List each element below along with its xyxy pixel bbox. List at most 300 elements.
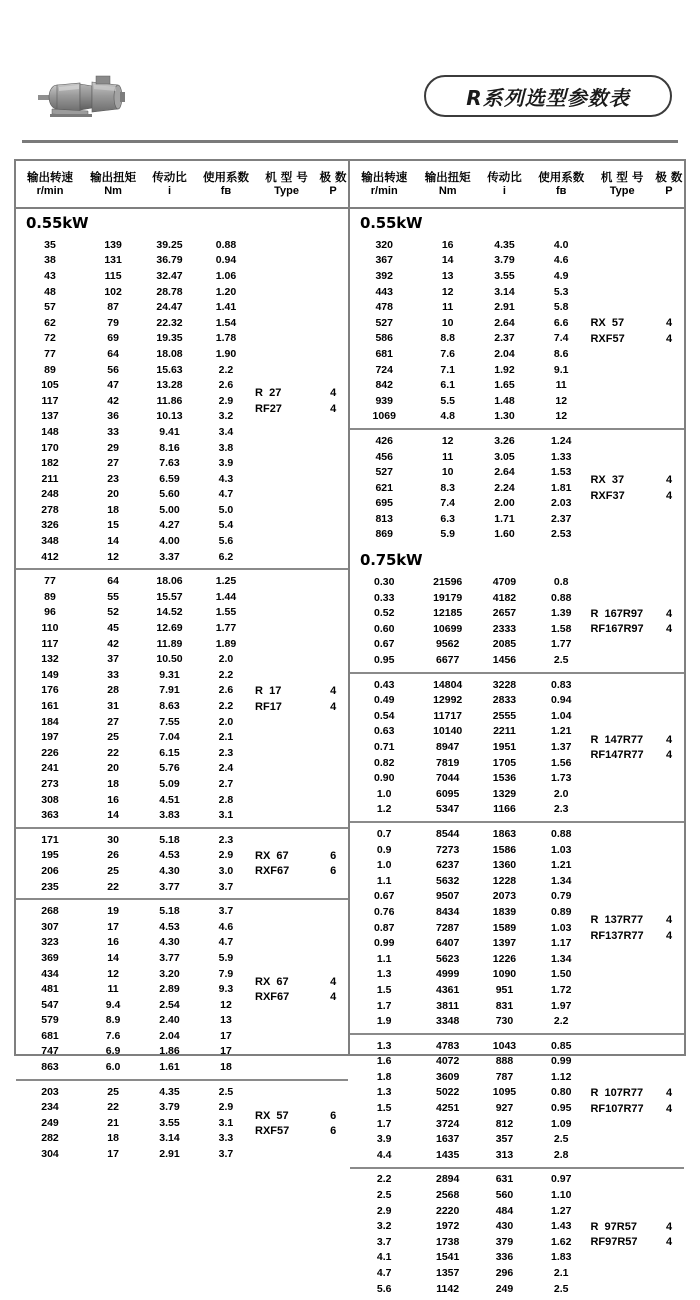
cell-service-factor: 2.1 [553,1267,569,1280]
cell-service-factor: 6.2 [218,550,234,563]
cell-torque: 19 [107,905,119,918]
cell-ratio: 2.64 [494,466,515,479]
cell-service-factor: 4.0 [553,238,569,251]
column-header-cn-5: 机 型 号 [600,170,644,184]
cell-torque: 131 [104,254,122,267]
cell-speed: 478 [375,301,393,314]
cell-speed: 724 [375,363,393,376]
model-designation-group [590,823,684,1033]
model-designation-group [590,571,684,672]
cell-torque: 12 [107,967,119,980]
cell-speed: 4.4 [376,1148,392,1161]
cell-service-factor: 2.0 [553,787,569,800]
cell-torque: 11 [442,450,454,463]
cell-service-factor: 1.43 [551,1220,572,1233]
column-header-unit-1: r/min [36,185,64,197]
cell-ratio: 4.35 [159,1085,180,1098]
cell-ratio: 5.18 [159,905,180,918]
cell-torque: 7.6 [440,347,455,360]
cell-speed: 226 [41,746,59,759]
cell-service-factor: 0.89 [551,905,572,918]
cell-ratio: 19.35 [156,332,183,345]
column-header [16,161,348,209]
cell-ratio: 7.63 [159,457,180,470]
cell-speed: 681 [375,347,393,360]
cell-ratio: 3.83 [159,809,180,822]
cell-service-factor: 0.83 [551,678,572,691]
cell-speed: 4.7 [376,1267,392,1280]
column-header-unit-4: fʙ [556,185,567,197]
cell-service-factor: 1.90 [215,347,237,360]
spec-block [350,234,684,428]
model-pole-count: 4 [665,332,673,345]
cell-speed: 481 [41,983,59,996]
cell-ratio: 3.55 [494,269,515,282]
cell-service-factor: 1.77 [551,638,572,651]
cell-service-factor: 1.73 [551,772,572,785]
cell-torque: 21 [107,1116,119,1129]
cell-speed: 1.5 [376,983,392,996]
cell-ratio: 5.60 [159,488,180,501]
model-pole-count: 4 [665,914,673,927]
cell-ratio: 1.61 [159,1061,180,1074]
cell-torque: 7287 [436,921,460,934]
cell-service-factor: 6.6 [553,316,569,329]
cell-ratio: 1.48 [494,394,515,407]
cell-ratio: 36.79 [156,254,183,267]
model-pole-count: 4 [665,749,673,762]
cell-speed: 0.99 [374,937,395,950]
cell-torque: 7819 [436,756,460,769]
model-type: RX 57 [590,317,625,330]
cell-ratio: 560 [495,1189,514,1202]
cell-service-factor: 4.6 [553,254,569,267]
cell-ratio: 2.54 [159,998,180,1011]
cell-ratio: 5.76 [159,762,180,775]
cell-torque: 139 [104,238,122,251]
cell-ratio: 2333 [492,622,517,635]
cell-service-factor: 8.6 [553,347,569,360]
cell-ratio: 10.50 [156,653,183,666]
cell-ratio: 4.51 [159,793,180,806]
cell-torque: 14 [107,951,119,964]
cell-ratio: 1397 [492,937,517,950]
cell-service-factor: 1.24 [551,434,572,447]
cell-torque: 64 [107,575,119,588]
cell-service-factor: 0.94 [215,254,237,267]
cell-speed: 0.33 [374,591,395,604]
cell-ratio: 1586 [492,843,517,856]
cell-torque: 2220 [436,1204,460,1217]
spec-block [16,898,348,1079]
cell-service-factor: 1.27 [551,1204,572,1217]
cell-torque: 6237 [436,859,460,872]
model-type: R 167R97 [590,607,644,620]
cell-speed: 392 [375,269,393,282]
model-pole-count: 4 [665,317,673,330]
cell-ratio: 8.63 [159,700,180,713]
cell-torque: 8.8 [440,332,455,345]
cell-torque: 20 [107,762,119,775]
cell-torque: 17 [107,920,119,933]
cell-ratio: 1228 [492,874,517,887]
cell-ratio: 39.25 [156,238,183,251]
cell-ratio: 3.55 [159,1116,180,1129]
spec-block [350,1167,684,1300]
cell-speed: 1.3 [376,1086,392,1099]
cell-ratio: 7.91 [159,684,180,697]
cell-torque: 27 [107,715,119,728]
cell-speed: 249 [41,1116,59,1129]
cell-speed: 182 [41,457,59,470]
cell-ratio: 831 [495,999,514,1012]
cell-speed: 3.9 [376,1133,392,1146]
model-designation-group [590,234,684,428]
cell-ratio: 4.53 [159,849,180,862]
model-designation-group [590,430,684,546]
cell-ratio: 12.69 [156,622,183,635]
cell-ratio: 2657 [492,607,517,620]
cell-speed: 273 [41,777,59,790]
cell-speed: 307 [41,920,59,933]
cell-service-factor: 1.37 [551,741,572,754]
cell-ratio: 313 [495,1148,514,1161]
cell-service-factor: 3.9 [218,457,234,470]
cell-service-factor: 13 [220,1014,232,1027]
cell-torque: 1142 [436,1282,460,1295]
cell-service-factor: 1.03 [551,921,572,934]
model-type: RXF57 [255,1125,290,1138]
spec-table-column-left [16,161,350,1161]
cell-service-factor: 2.9 [218,394,234,407]
cell-torque: 22 [107,746,119,759]
column-header-cn-5: 机 型 号 [265,170,308,184]
page-title-banner [424,75,672,117]
cell-service-factor: 2.6 [218,379,234,392]
cell-ratio: 4709 [492,576,517,589]
cell-torque: 6677 [436,654,460,667]
cell-torque: 26 [107,849,119,862]
spec-block [16,568,348,827]
spec-block [16,234,348,568]
cell-service-factor: 0.8 [553,576,569,589]
cell-speed: 1.3 [376,1039,392,1052]
cell-service-factor: 2.6 [218,684,234,697]
cell-service-factor: 1.55 [215,606,237,619]
cell-speed: 1.8 [376,1070,392,1083]
cell-service-factor: 17 [220,1045,232,1058]
cell-speed: 148 [41,425,59,438]
cell-speed: 527 [375,316,393,329]
cell-speed: 206 [41,864,59,877]
power-rating-heading: 0.55kW [26,214,89,232]
cell-service-factor: 1.58 [551,622,572,635]
cell-speed: 278 [41,503,59,516]
cell-speed: 176 [41,684,59,697]
model-pole-count: 4 [665,1102,673,1115]
model-type: RF17 [255,700,282,713]
cell-torque: 23 [107,472,119,485]
cell-service-factor: 2.3 [553,803,569,816]
cell-speed: 3.2 [376,1220,392,1233]
cell-service-factor: 2.8 [218,793,234,806]
cell-speed: 0.71 [374,741,395,754]
cell-torque: 3724 [436,1117,460,1130]
cell-torque: 22 [107,880,119,893]
cell-service-factor: 1.25 [215,575,237,588]
page-title: R系列选型参数表 [466,85,630,110]
cell-torque: 5022 [436,1086,460,1099]
cell-torque: 18 [107,777,119,790]
cell-speed: 1069 [372,410,396,423]
cell-torque: 8.3 [440,481,455,494]
cell-service-factor: 2.0 [218,715,234,728]
cell-service-factor: 3.4 [218,425,234,438]
cell-ratio: 11.89 [156,637,183,650]
cell-speed: 304 [41,1148,59,1161]
cell-ratio: 2.04 [159,1029,180,1042]
cell-service-factor: 1.72 [551,983,572,996]
model-pole-count: 6 [330,1125,337,1138]
model-pole-count: 4 [665,490,673,502]
cell-ratio: 2.64 [494,316,515,329]
model-pole-count: 4 [665,1086,673,1099]
cell-speed: 89 [44,363,56,376]
cell-service-factor: 1.78 [215,332,237,345]
cell-torque: 5.9 [440,528,455,541]
cell-torque: 15 [107,519,119,532]
cell-service-factor: 2.3 [218,833,234,846]
cell-ratio: 3.26 [494,434,515,447]
cell-ratio: 1839 [492,905,517,918]
cell-torque: 12185 [433,607,463,620]
cell-service-factor: 12 [555,394,568,407]
cell-speed: 320 [375,238,393,251]
cell-torque: 25 [107,1085,119,1098]
cell-ratio: 3228 [492,678,517,691]
cell-speed: 5.6 [376,1282,392,1295]
cell-ratio: 4.30 [159,936,180,949]
model-designation-group [590,1035,684,1167]
cell-speed: 0.9 [376,843,392,856]
cell-torque: 33 [107,668,119,681]
cell-torque: 33 [107,425,119,438]
cell-service-factor: 3.8 [218,441,234,454]
cell-service-factor: 2.5 [553,1133,569,1146]
cell-ratio: 2211 [493,725,516,738]
power-rating-heading: 0.55kW [360,214,423,232]
model-type: RX 67 [255,975,289,988]
cell-ratio: 32.47 [156,269,183,282]
model-pole-count: 4 [665,1220,673,1233]
cell-torque: 102 [104,285,122,298]
cell-service-factor: 0.88 [215,238,237,251]
spec-table [14,159,686,1295]
cell-ratio: 1043 [492,1039,517,1052]
model-pole-count: 4 [665,733,673,746]
cell-ratio: 3.37 [159,550,180,563]
cell-torque: 8.9 [105,1014,121,1027]
cell-torque: 16 [107,936,119,949]
cell-speed: 1.5 [376,1102,392,1115]
cell-ratio: 10.13 [156,410,183,423]
cell-service-factor: 3.3 [218,1132,234,1145]
cell-torque: 7.6 [105,1029,121,1042]
cell-ratio: 1705 [492,756,517,769]
cell-speed: 2.5 [376,1189,392,1202]
cell-ratio: 3.79 [494,254,515,267]
cell-speed: 35 [44,238,56,251]
cell-speed: 695 [375,497,393,510]
cell-service-factor: 2.9 [218,849,234,862]
cell-torque: 7044 [436,772,460,785]
cell-speed: 579 [41,1014,59,1027]
cell-ratio: 3.77 [159,880,180,893]
cell-ratio: 927 [495,1102,514,1115]
cell-torque: 3348 [436,1015,460,1028]
cell-service-factor: 1.10 [551,1189,572,1202]
cell-service-factor: 3.7 [218,1148,234,1161]
power-rating-heading: 0.75kW [360,551,423,570]
cell-ratio: 1863 [492,827,517,840]
cell-torque: 8947 [436,741,460,754]
cell-torque: 29 [107,441,119,454]
model-type: RX 57 [255,1109,289,1122]
cell-speed: 137 [41,410,59,423]
cell-ratio: 2.00 [494,497,515,510]
cell-ratio: 3.77 [159,951,180,964]
cell-service-factor: 5.9 [218,951,234,964]
cell-speed: 110 [41,622,59,635]
cell-ratio: 1951 [492,741,517,754]
cell-ratio: 379 [495,1235,514,1248]
model-type: RX 67 [255,849,289,862]
cell-service-factor: 1.44 [215,590,237,603]
cell-torque: 28 [107,684,119,697]
cell-torque: 1541 [436,1251,460,1264]
cell-ratio: 3.20 [159,967,180,980]
cell-ratio: 357 [495,1133,514,1146]
cell-ratio: 1090 [492,968,517,981]
cell-torque: 25 [107,864,119,877]
cell-ratio: 336 [495,1251,514,1264]
cell-torque: 69 [107,332,119,345]
column-header-cn-2: 输出扭矩 [424,170,471,184]
cell-torque: 22 [107,1101,119,1114]
cell-torque: 4072 [436,1055,460,1068]
column-header-unit-3: i [502,185,506,197]
model-pole-count: 4 [330,403,337,416]
cell-service-factor: 0.85 [551,1039,572,1052]
model-pole-count: 4 [330,975,337,988]
model-type: R 147R77 [590,733,644,746]
column-header-unit-2: Nm [104,185,122,197]
cell-service-factor: 3.7 [218,880,234,893]
cell-speed: 0.90 [374,772,395,785]
cell-torque: 10699 [433,622,463,635]
cell-service-factor: 2.9 [218,1101,234,1114]
cell-torque: 16 [441,238,454,251]
cell-speed: 323 [41,936,59,949]
cell-service-factor: 4.6 [218,920,234,933]
cell-torque: 10140 [433,725,463,738]
cell-speed: 1.2 [376,803,392,816]
cell-service-factor: 1.53 [551,466,572,479]
cell-service-factor: 1.17 [551,937,572,950]
cell-speed: 434 [41,967,59,980]
cell-service-factor: 1.20 [215,285,237,298]
column-header-cn-2: 输出扭矩 [90,170,137,184]
cell-ratio: 2.24 [494,481,515,494]
cell-torque: 6.1 [440,379,455,392]
cell-service-factor: 1.34 [551,952,572,965]
model-type: R 97R57 [590,1220,637,1233]
cell-torque: 4251 [436,1102,460,1115]
cell-ratio: 2.91 [494,301,515,314]
cell-speed: 89 [44,590,56,603]
cell-ratio: 1.65 [494,379,515,392]
cell-torque: 21596 [433,576,463,589]
cell-ratio: 1.92 [494,363,515,376]
cell-speed: 939 [375,394,393,407]
cell-speed: 161 [41,700,59,713]
cell-torque: 18 [107,1132,119,1145]
model-type: RXF67 [255,865,290,878]
column-header-cn-3: 传动比 [152,170,187,184]
cell-speed: 72 [44,332,56,345]
cell-service-factor: 5.6 [218,535,234,548]
cell-torque: 13 [441,269,454,282]
cell-ratio: 9.41 [159,425,180,438]
cell-speed: 1.7 [376,1117,392,1130]
cell-service-factor: 1.54 [215,316,237,329]
cell-service-factor: 1.12 [551,1070,572,1083]
cell-ratio: 4.53 [159,920,180,933]
model-type: R 27 [255,387,282,400]
cell-torque: 14 [107,535,119,548]
cell-torque: 2568 [436,1189,460,1202]
cell-service-factor: 4.7 [218,488,234,501]
cell-speed: 0.76 [374,905,395,918]
cell-torque: 6.9 [105,1045,121,1058]
cell-service-factor: 0.95 [551,1102,572,1115]
cell-service-factor: 12 [220,998,232,1011]
model-pole-count: 6 [330,865,337,878]
cell-speed: 0.95 [374,654,395,667]
cell-ratio: 6.15 [159,746,180,759]
cell-speed: 48 [44,285,56,298]
model-type: RX 37 [590,474,625,487]
cell-torque: 64 [107,347,119,360]
cell-ratio: 3.05 [494,450,515,463]
cell-service-factor: 2.2 [553,1015,569,1028]
model-pole-count: 4 [665,623,673,636]
cell-ratio: 24.47 [156,301,183,314]
column-header-unit-3: i [167,185,172,197]
cell-speed: 197 [41,731,59,744]
cell-service-factor: 1.77 [215,622,237,635]
cell-service-factor: 5.4 [218,519,234,532]
cell-ratio: 18.08 [156,347,183,360]
cell-service-factor: 7.9 [218,967,234,980]
column-header-cn-1: 输出转速 [27,170,74,184]
cell-speed: 170 [41,441,59,454]
model-type: RXF57 [590,332,625,345]
cell-speed: 326 [41,519,59,532]
cell-torque: 2894 [436,1173,460,1186]
cell-speed: 443 [375,285,393,298]
cell-ratio: 7.55 [159,715,180,728]
